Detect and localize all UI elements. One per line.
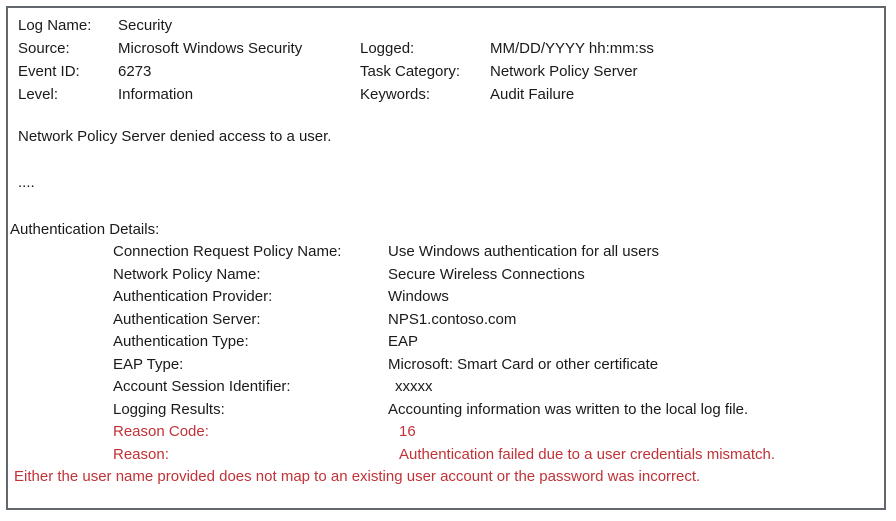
field-label: Level: (18, 86, 59, 103)
detail-value: xxxxx (395, 378, 433, 395)
detail-row-reason (113, 444, 884, 467)
detail-row-logging-results (113, 399, 884, 422)
field-value: Microsoft Windows Security (118, 40, 303, 57)
field-value: Security (118, 17, 173, 34)
field-label: Event ID: (18, 63, 80, 80)
detail-row-connection-request-policy (113, 241, 884, 264)
detail-label: Reason: (113, 445, 169, 463)
detail-label: Connection Request Policy Name: (113, 243, 342, 260)
field-label (360, 14, 490, 37)
field-value: Network Policy Server (490, 63, 638, 80)
detail-label: EAP Type: (113, 355, 184, 373)
detail-row-account-session-identifier (113, 376, 884, 399)
field-label: Source: (18, 40, 70, 57)
detail-value: NPS1.contoso.com (388, 310, 517, 328)
detail-value: Microsoft: Smart Card or other certificate (388, 355, 659, 373)
detail-value: Authentication failed due to a user credentials mismatch. (399, 445, 776, 463)
detail-value: 16 (399, 423, 416, 440)
field-value: 6273 (118, 63, 152, 80)
detail-row-authentication-server (113, 309, 884, 332)
detail-label: Authentication Provider: (113, 288, 273, 305)
detail-label: Logging Results: (113, 400, 225, 418)
field-value (490, 14, 884, 37)
reason-explanation-text: Either the user name provided does not map to an existing user account or the password was incorrect. (14, 468, 701, 485)
authentication-details-heading: Authentication Details: (10, 221, 160, 238)
detail-label: Network Policy Name: (113, 265, 261, 283)
header-row-level-keywords (18, 83, 884, 106)
detail-value: Secure Wireless Connections (388, 265, 585, 283)
detail-value: Accounting information was written to the local log file. (388, 400, 749, 418)
detail-value: Windows (388, 288, 449, 305)
detail-value: Use Windows authentication for all users (388, 243, 659, 260)
detail-label: Authentication Server: (113, 310, 261, 328)
field-label: Log Name: (18, 17, 92, 34)
event-log-panel (6, 6, 886, 510)
detail-row-eap-type (113, 354, 884, 377)
detail-label: Reason Code: (113, 423, 209, 440)
header-row-source-logged (18, 37, 884, 60)
detail-label: Authentication Type: (113, 333, 249, 350)
event-header (8, 14, 884, 106)
field-label: Task Category: (360, 63, 461, 80)
event-description: Network Policy Server denied access to a user. (18, 128, 332, 145)
detail-row-reason-code (113, 421, 884, 444)
field-value: Audit Failure (490, 86, 575, 103)
field-value: Information (118, 86, 194, 103)
detail-label: Account Session Identifier: (113, 378, 291, 395)
detail-row-authentication-type (113, 331, 884, 354)
field-label: Logged: (360, 40, 415, 57)
authentication-details-list (8, 241, 884, 466)
header-row-log-name (18, 14, 884, 37)
field-value: MM/DD/YYYY hh:mm:ss (490, 40, 654, 57)
detail-row-network-policy-name (113, 264, 884, 287)
detail-row-authentication-provider (113, 286, 884, 309)
detail-value: EAP (388, 333, 419, 350)
field-label: Keywords: (360, 86, 431, 103)
ellipsis-text: .... (18, 174, 35, 191)
header-row-eventid-taskcategory (18, 60, 884, 83)
